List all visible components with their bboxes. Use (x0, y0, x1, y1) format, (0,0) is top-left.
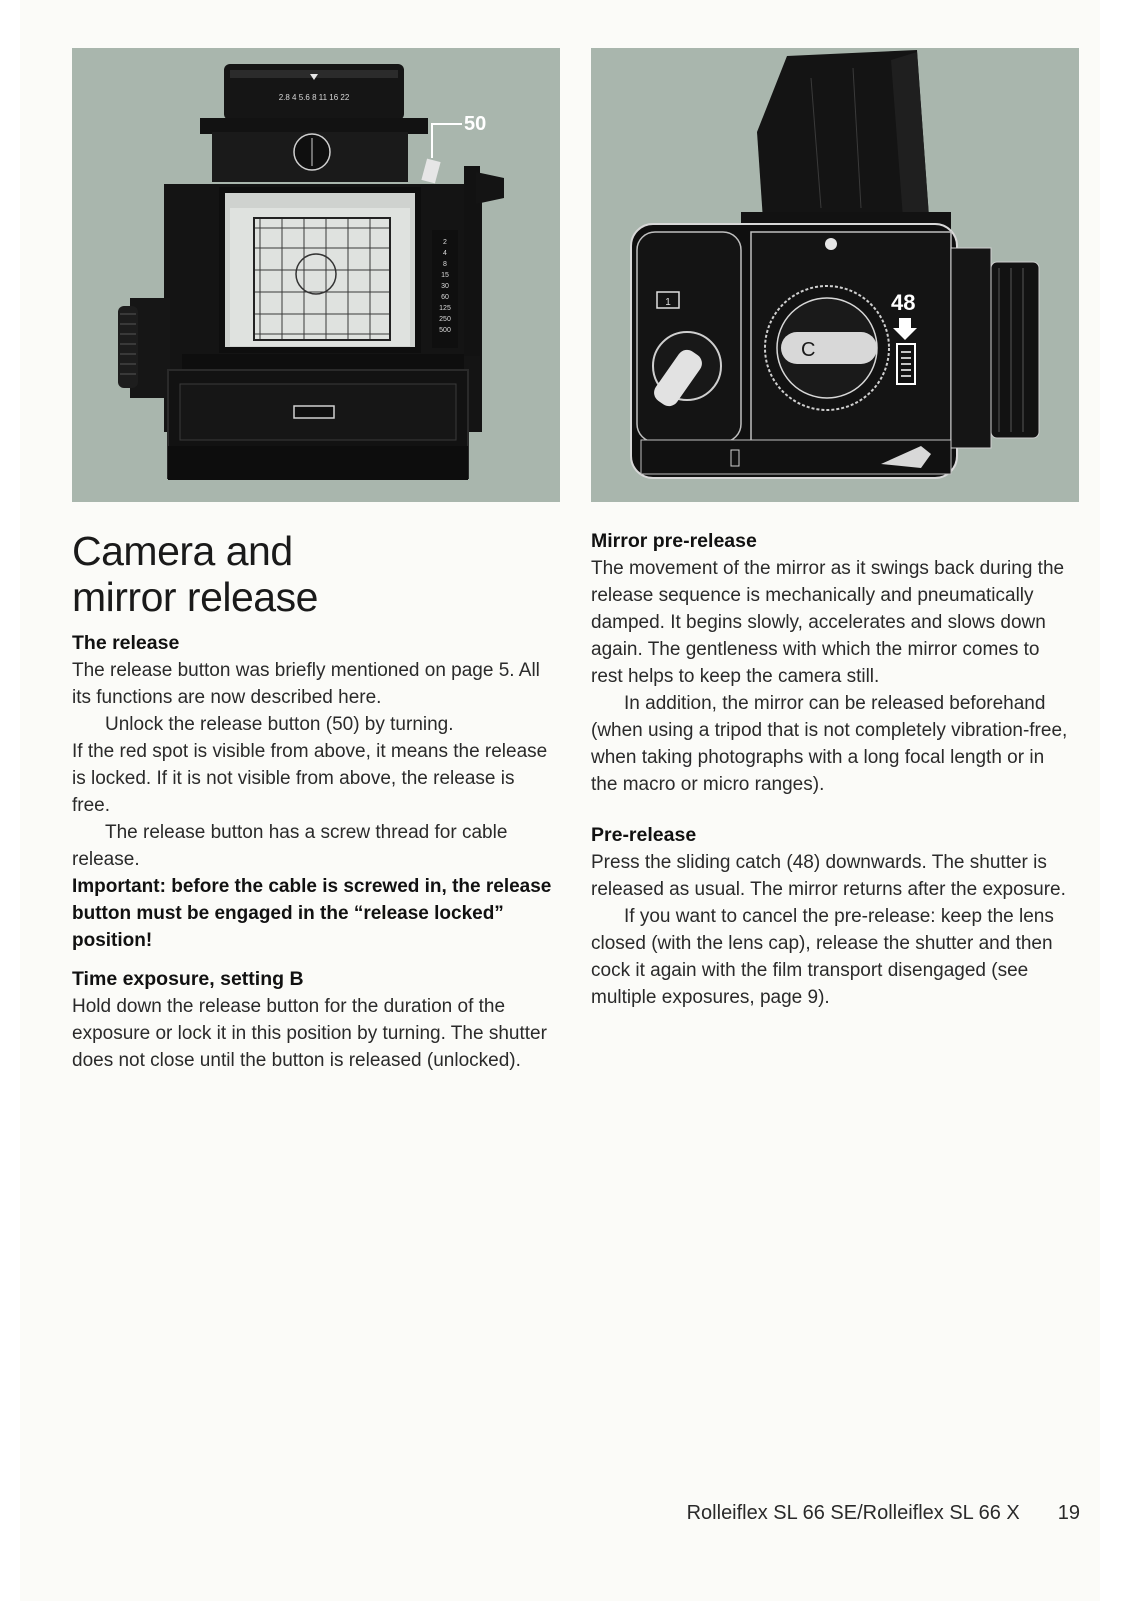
time-exposure-paragraph: Hold down the release button for the duration of the exposure or lock it in this position by turning. The shutter does not close until the button is released (unlocked). (72, 996, 547, 1071)
release-paragraph-2: Unlock the release button (50) by turning. (105, 714, 454, 735)
page-footer (687, 1502, 1080, 1525)
time-exposure-heading: Time exposure, setting B (72, 968, 304, 990)
mirror-paragraph-1: The movement of the mirror as it swings back during the release sequence is mechanically and pneumatically damped. It begins slowly, accelerates and slows down again. The gentleness with which the mirror comes to rest helps to keep the camera still. (591, 558, 1065, 687)
shutter-speed-label: 15 (441, 272, 449, 279)
back-label: 1 (665, 297, 671, 308)
camera-rear-illustration (72, 48, 560, 502)
shutter-speed-label: 8 (443, 261, 447, 268)
mirror-paragraph-2: In addition, the mirror can be released beforehand (when using a tripod that is not completely vibration-free, when taking photographs with a long focal length or in the macro or micro ranges). (591, 693, 1068, 795)
prerelease-heading: Pre-release (591, 824, 697, 846)
title-line-2: mirror release (72, 574, 318, 620)
page-number: 19 (1057, 1502, 1080, 1524)
mirror-prerelease-heading: Mirror pre-release (591, 530, 757, 552)
callout-48: 48 (891, 290, 916, 315)
shutter-speed-label: 30 (441, 283, 449, 290)
release-heading: The release (72, 632, 180, 654)
release-paragraph-1: The release button was briefly mentioned on page 5. All its functions are now described here. (72, 660, 540, 708)
shutter-speed-label: 500 (439, 327, 451, 334)
footer-model: Rolleiflex SL 66 SE/Rolleiflex SL 66 X (686, 1502, 1020, 1524)
right-text-column (591, 528, 1071, 1011)
camera-side-illustration (591, 48, 1079, 502)
shutter-speed-label: 60 (441, 294, 449, 301)
prerelease-paragraph-2: If you want to cancel the pre-release: keep the lens closed (with the lens cap), release the shutter and then cock it again with the film transport disengaged (see multiple exposures, page 9). (591, 906, 1054, 1008)
title-line-1: Camera and (72, 528, 293, 574)
release-important-note: Important: before the cable is screwed in, the release button must be engaged in the “release locked” position! (72, 876, 552, 951)
shutter-speed-label: 125 (439, 305, 451, 312)
release-paragraph-3: If the red spot is visible from above, it means the release is locked. If it is not visible from above, the release is free. (72, 741, 548, 816)
page-title (72, 528, 552, 620)
mirror-letter: C (801, 339, 816, 361)
release-paragraph-4: The release button has a screw thread for cable release. (72, 822, 508, 870)
aperture-scale: 2.8 4 5.6 8 11 16 22 (278, 93, 350, 102)
shutter-speed-label: 4 (443, 250, 447, 257)
shutter-speed-label: 250 (439, 316, 451, 323)
prerelease-paragraph-1: Press the sliding catch (48) downwards. The shutter is released as usual. The mirror returns after the exposure. (591, 852, 1066, 900)
shutter-speed-label: 2 (443, 239, 447, 246)
left-text-column (72, 528, 552, 1074)
callout-50: 50 (464, 113, 487, 135)
